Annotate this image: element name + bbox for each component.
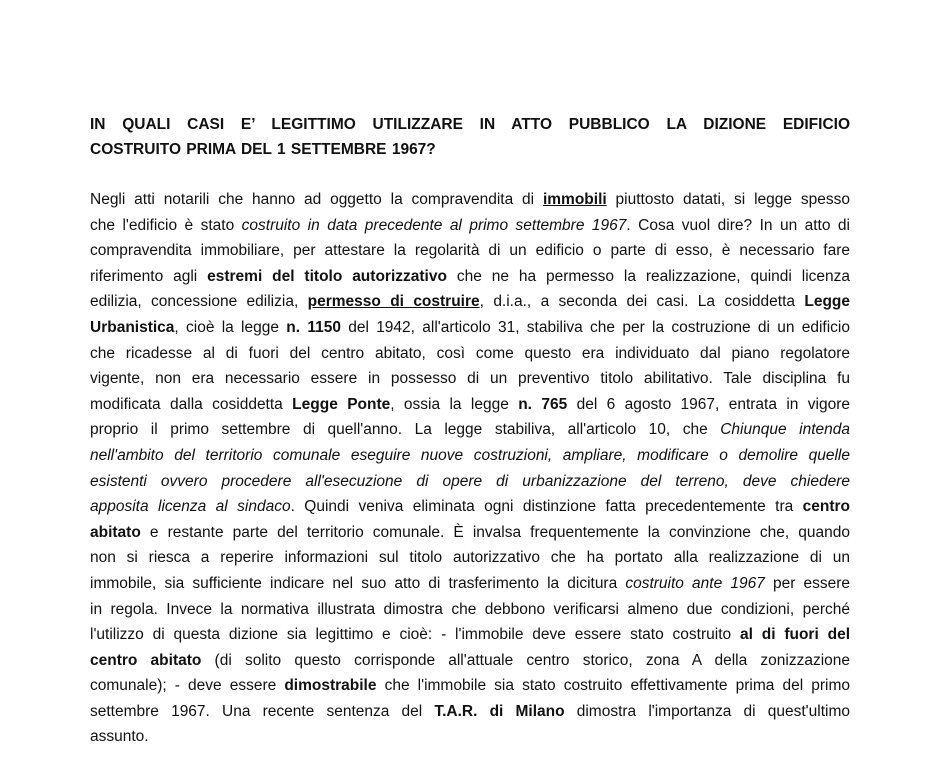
body-line: abitato e restante parte del territorio comunale. È invalsa frequentemente la convinzione che, quando <box>90 523 850 541</box>
body-line: settembre 1967. Una recente sentenza del T.A.R. di Milano dimostra l'importanza di quest'ultimo <box>90 702 850 720</box>
body-line: Negli atti notarili che hanno ad oggetto la compravendita di immobili piuttosto datati, si legge spesso <box>90 191 850 208</box>
title-line-1: IN QUALI CASI E’ LEGITTIMO UTILIZZARE IN ATTO PUBBLICO LA DIZIONE EDIFICIO <box>90 116 850 133</box>
body-line: vigente, non era necessario essere in possesso di un preventivo titolo abilitativo. Tale disciplina fu <box>90 370 850 388</box>
body-line: l'utilizzo di questa dizione sia legittimo e cioè: - l'immobile deve essere stato costruito al di fuori del <box>90 626 851 644</box>
body-line: non si riesca a reperire informazioni sul titolo autorizzativo che ha portato alla realizzazione di un <box>90 549 850 567</box>
body-line: apposita licenza al sindaco. Quindi veniva eliminata ogni distinzione fatta precedentemente tra centro <box>90 498 851 516</box>
body-line: in regola. Invece la normativa illustrata dimostra che debbono verificarsi almeno due condizioni, perché <box>90 600 850 618</box>
body-line: che l'edificio è stato costruito in data precedente al primo settembre 1967. Cosa vuol dire? In un atto di <box>90 216 850 234</box>
body-line: esistenti ovvero procedere all'esecuzione di opere di urbanizzazione del terreno, deve chiedere <box>90 472 850 490</box>
title-line-2: COSTRUITO PRIMA DEL 1 SETTEMBRE 1967? <box>90 141 436 158</box>
body-line: modificata dalla cosiddetta Legge Ponte, ossia la legge n. 765 del 6 agosto 1967, entrata in vigore <box>90 395 850 413</box>
page-title <box>90 112 850 162</box>
body-line: che ricadesse al di fuori del centro abitato, così come questo era individuato dal piano regolatore <box>90 344 850 362</box>
body-line: edilizia, concessione edilizia, permesso di costruire, d.i.a., a seconda dei casi. La cosiddetta Legge <box>90 293 851 311</box>
link-immobili[interactable]: immobili <box>542 191 607 208</box>
body-line: comunale); - deve essere dimostrabile che l'immobile sia stato costruito effettivamente prima del primo <box>90 677 850 695</box>
body-line: Urbanistica, cioè la legge n. 1150 del 1942, all'articolo 31, stabiliva che per la costruzione di un edificio <box>90 318 850 336</box>
body-line: riferimento agli estremi del titolo autorizzativo che ne ha permesso la realizzazione, quindi licenza <box>90 267 851 285</box>
body-line: compravendita immobiliare, per attestare la regolarità di un edificio o parte di esso, è necessario fare <box>90 242 850 260</box>
body-line: nell'ambito del territorio comunale eseguire nuove costruzioni, ampliare, modificare o demolire quelle <box>90 446 850 464</box>
body-line: proprio il primo settembre di quell'anno. La legge stabiliva, all'articolo 10, che Chiunque intenda <box>90 421 850 439</box>
link-permesso-di-costruire[interactable]: permesso di costruire <box>307 293 480 311</box>
article-body <box>90 187 850 750</box>
body-line: assunto. <box>90 728 149 746</box>
body-line: centro abitato (di solito questo corrisponde all'attuale centro storico, zona A della zonizzazione <box>90 651 851 669</box>
body-line: immobile, sia sufficiente indicare nel suo atto di trasferimento la dicitura costruito ante 1967 per essere <box>90 574 850 592</box>
